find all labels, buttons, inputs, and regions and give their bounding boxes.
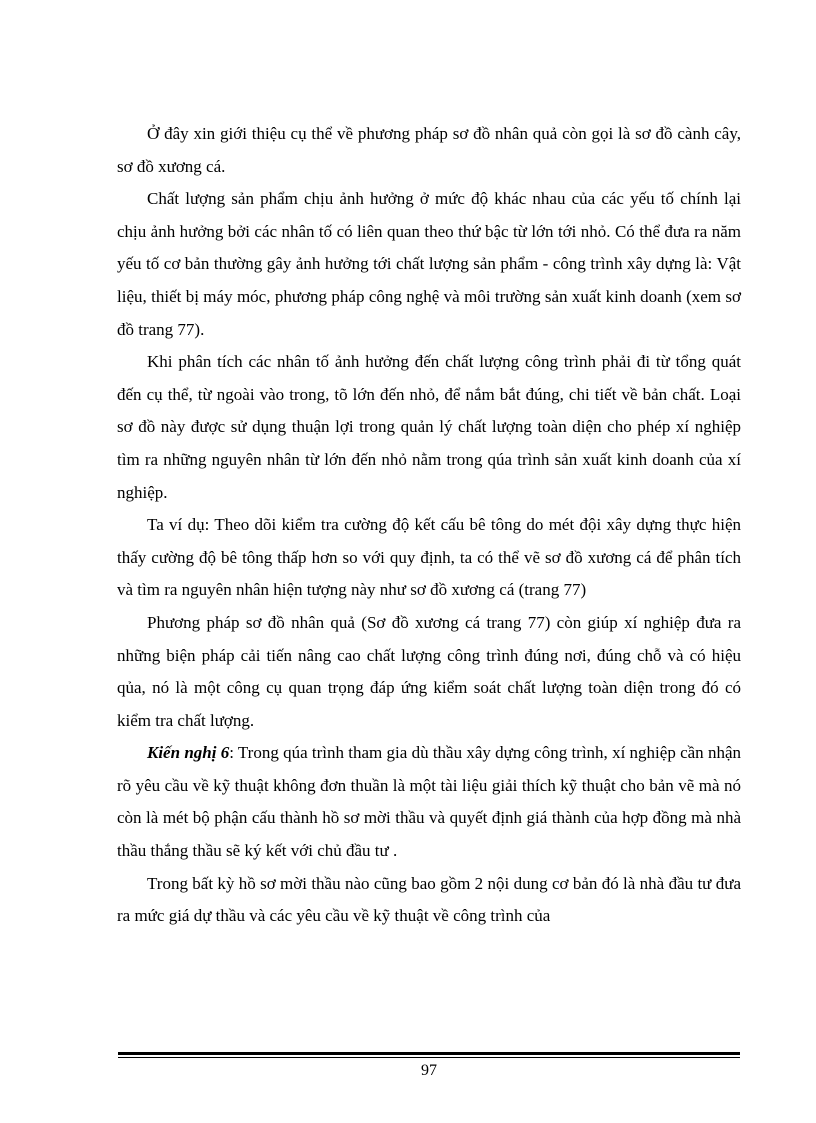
footer-divider-thin — [118, 1057, 740, 1058]
paragraph-example: Ta ví dụ: Theo dõi kiểm tra cường độ kết cấu bê tông do mét đội xây dựng thực hiện thấy cường độ bê tông thấp hơn so với quy định, ta có thể vẽ sơ đồ xương cá để phân tích và tìm ra nguyên nhân hiện tượng này như sơ đồ xương cá (trang 77) — [117, 515, 741, 600]
footer-divider-thick — [118, 1052, 740, 1055]
paragraph-method-benefits: Phương pháp sơ đồ nhân quả (Sơ đồ xương cá trang 77) còn giúp xí nghiệp đưa ra những biện pháp cải tiến nâng cao chất lượng công trình đúng nơi, đúng chỗ và có hiệu qủa, nó là một công cụ quan trọng đáp ứng kiểm soát chất lượng toàn diện trong đó có kiểm tra chất lượng. — [117, 612, 741, 730]
paragraph-bid-documents: Trong bất kỳ hồ sơ mời thầu nào cũng bao gồm 2 nội dung cơ bản đó là nhà đầu tư đưa ra mức giá dự thầu và các yêu cầu về kỹ thuật về công trình của — [117, 873, 741, 926]
document-body — [117, 118, 741, 933]
paragraph-recommendation-6: Kiến nghị 6: Trong qúa trình tham gia dù thầu xây dựng công trình, xí nghiệp cần nhận rõ yêu cầu về kỹ thuật không đơn thuần là một tài liệu giải thích kỹ thuật cho bản vẽ mà nó còn là mét bộ phận cấu thành hồ sơ mời thầu và quyết định giá thành của hợp đồng mà nhà thầu thắng thầu sẽ ký kết với chủ đầu tư . — [117, 743, 741, 861]
paragraph-fishbone-intro: Ở đây xin giới thiệu cụ thể về phương pháp sơ đồ nhân quả còn gọi là sơ đồ cành cây, sơ đồ xương cá. — [117, 124, 741, 176]
page-number: 97 — [421, 1062, 437, 1079]
paragraph-analysis-approach: Khi phân tích các nhân tố ảnh hưởng đến chất lượng công trình phải đi từ tổng quát đến cụ thể, từ ngoài vào trong, tõ lớn đến nhỏ, để nắm bắt đúng, chi tiết về bản chất. Loại sơ đồ này được sử dụng thuận lợi trong quản lý chất lượng toàn diện cho phép xí nghiệp tìm ra những nguyên nhân từ lớn đến nhỏ nằm trong qúa trình sản xuất kinh doanh của xí nghiệp. — [117, 352, 741, 502]
recommendation-heading: Kiến nghị 6 — [147, 743, 230, 763]
paragraph-quality-factors: Chất lượng sản phẩm chịu ảnh hưởng ở mức độ khác nhau của các yếu tố chính lại chịu ảnh hưởng bởi các nhân tố có liên quan theo thứ bậc từ lớn tới nhỏ. Có thể đưa ra năm yếu tố cơ bản thường gây ảnh hưởng tới chất lượng sản phẩm - công trình xây dựng là: Vật liệu, thiết bị máy móc, phương pháp công nghệ và môi trường sản xuất kinh doanh (xem sơ đồ trang 77). — [117, 189, 741, 339]
